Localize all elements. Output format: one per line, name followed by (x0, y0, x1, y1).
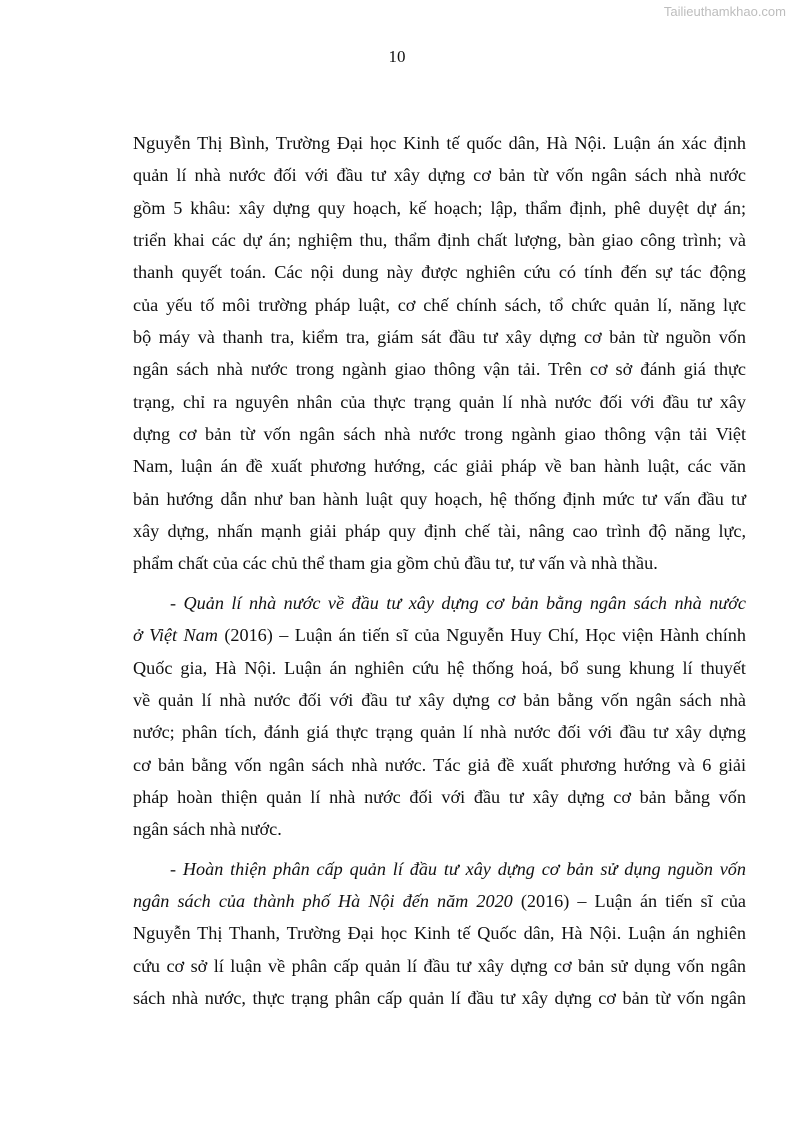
text-span: (2016) – Luận án tiến sĩ của (512, 890, 746, 911)
text-line: sách nhà nước, thực trạng phân cấp quản lí đầu tư xây dựng cơ bản từ vốn ngân (133, 987, 746, 1008)
text-line: phẩm chất của các chủ thể tham gia gồm chủ đầu tư, tư vấn và nhà thầu. (133, 553, 658, 574)
text-line: cứu cơ sở lí luận về phân cấp quản lí đầu tư xây dựng cơ bản sử dụng vốn ngân (133, 955, 746, 976)
text-line: gồm 5 khâu: xây dựng quy hoạch, kế hoạch; lập, thẩm định, phê duyệt dự án; (133, 197, 746, 218)
work-title: ở Việt Nam (133, 625, 218, 646)
text-line: Quốc gia, Hà Nội. Luận án nghiên cứu hệ thống hoá, bổ sung khung lí thuyết (133, 657, 746, 678)
text-line (133, 622, 746, 654)
text-line: quản lí nhà nước đối với đầu tư xây dựng cơ bản từ vốn ngân sách nhà nước (133, 165, 746, 186)
text-line: pháp hoàn thiện quản lí nhà nước đối với đầu tư xây dựng cơ bản bằng vốn (133, 786, 746, 807)
page-number: 10 (388, 47, 406, 66)
watermark: Tailieuthamkhao.com (663, 4, 786, 19)
text-line: trạng, chỉ ra nguyên nhân của thực trạng quản lí nhà nước đối với đầu tư xây (133, 391, 746, 412)
text-line (133, 888, 746, 920)
text-line: triển khai các dự án; nghiệm thu, thẩm định chất lượng, bàn giao công trình; và (133, 230, 746, 251)
text-line: của yếu tố môi trường pháp luật, cơ chế chính sách, tổ chức quản lí, năng lực (133, 294, 746, 315)
text-line (133, 590, 746, 622)
text-line: xây dựng, nhấn mạnh giải pháp quy định chế tài, nâng cao trình độ năng lực, (133, 521, 746, 542)
paragraph-3 (133, 856, 746, 1018)
document-body (133, 130, 746, 1024)
text-line: dựng cơ bản từ vốn ngân sách nhà nước trong ngành giao thông vận tải Việt (133, 424, 746, 445)
text-line: cơ bản bằng vốn ngân sách nhà nước. Tác giả đề xuất phương hướng và 6 giải (133, 754, 746, 775)
paragraph-1 (133, 130, 746, 583)
text-line: thanh quyết toán. Các nội dung này được nghiên cứu có tính đến sự tác động (133, 262, 746, 283)
paragraph-2 (133, 590, 746, 849)
text-line: bộ máy và thanh tra, kiểm tra, giám sát đầu tư xây dựng cơ bản từ nguồn vốn (133, 327, 746, 348)
work-title: ngân sách của thành phố Hà Nội đến năm 2020 (133, 890, 513, 911)
text-line: ngân sách nhà nước trong ngành giao thông vận tải. Trên cơ sở đánh giá thực (133, 359, 746, 380)
work-title: - Quản lí nhà nước về đầu tư xây dựng cơ bản bằng ngân sách nhà nước (170, 592, 746, 613)
text-line: Nguyễn Thị Thanh, Trường Đại học Kinh tế Quốc dân, Hà Nội. Luận án nghiên (133, 923, 746, 944)
text-span: (2016) – Luận án tiến sĩ của Nguyễn Huy Chí, Học viện Hành chính (217, 625, 746, 646)
text-line: nước; phân tích, đánh giá thực trạng quản lí nhà nước đối với đầu tư xây dựng (133, 722, 746, 743)
text-line: ngân sách nhà nước. (133, 819, 282, 840)
text-line: về quản lí nhà nước đối với đầu tư xây dựng cơ bản bằng vốn ngân sách nhà (133, 689, 746, 710)
text-line (133, 856, 746, 888)
text-line: bản hướng dẫn như ban hành luật quy hoạch, hệ thống định mức tư vấn đầu tư (133, 488, 746, 509)
text-line: Nguyễn Thị Bình, Trường Đại học Kinh tế quốc dân, Hà Nội. Luận án xác định (133, 133, 746, 153)
work-title: - Hoàn thiện phân cấp quản lí đầu tư xây dựng cơ bản sử dụng nguồn vốn (170, 858, 746, 879)
text-line: Nam, luận án đề xuất phương hướng, các giải pháp về ban hành luật, các văn (133, 456, 746, 477)
